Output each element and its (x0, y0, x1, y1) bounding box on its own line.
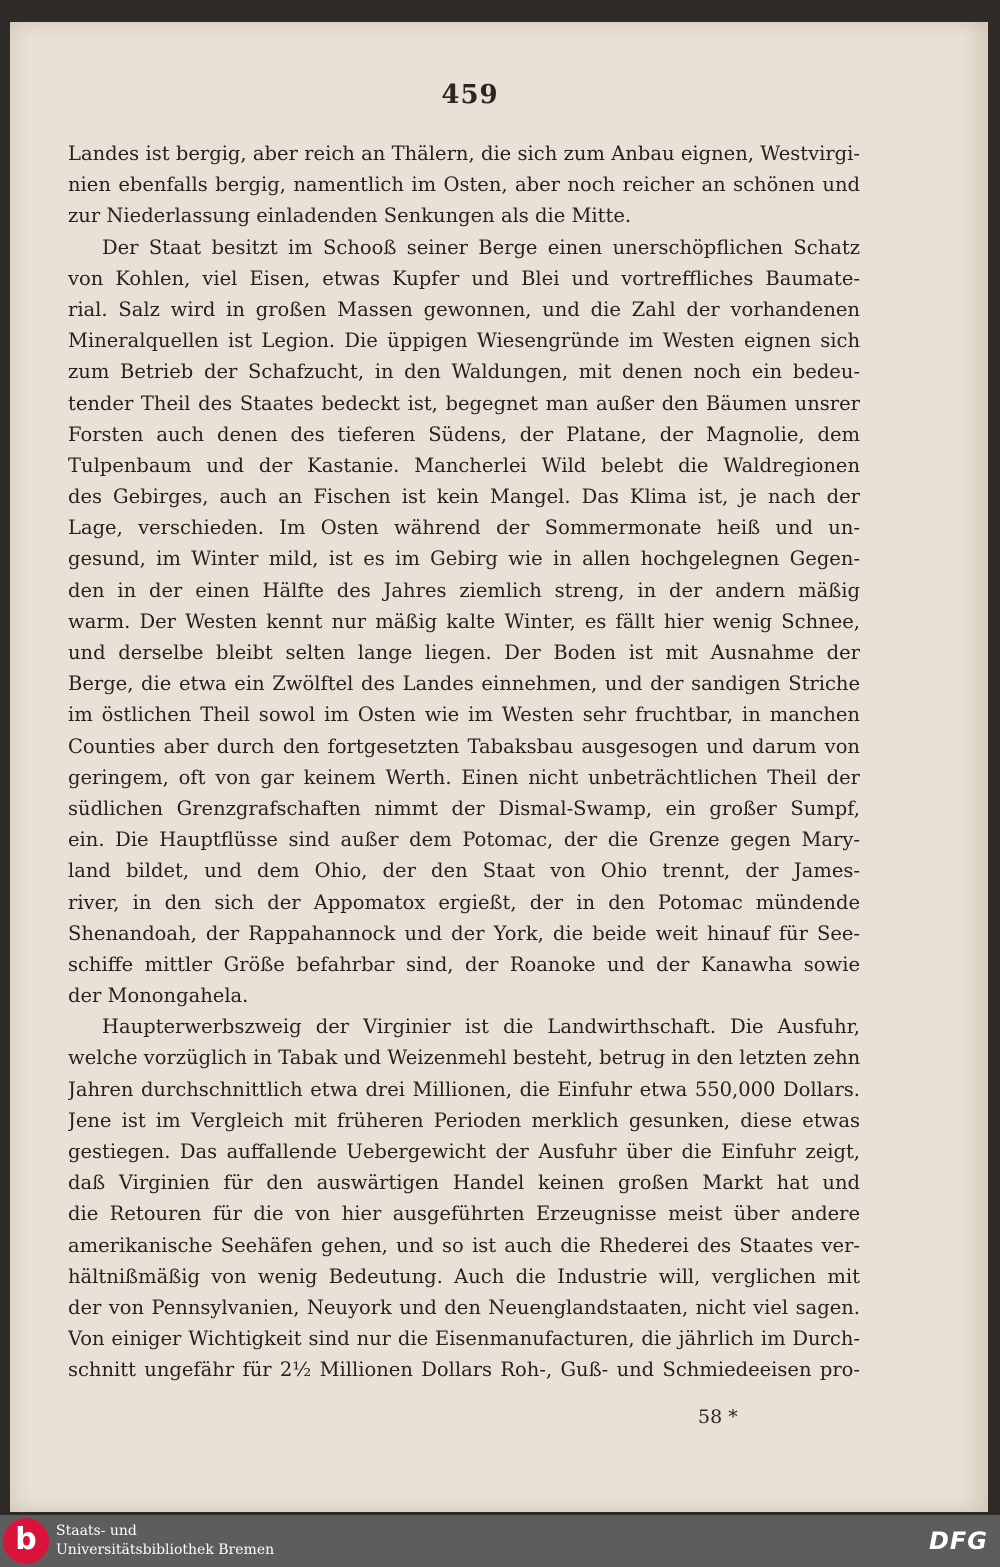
library-logo-icon: b (3, 1518, 49, 1564)
text-line: gesund, im Winter mild, ist es im Gebirg wie in allen hochgelegnen Gegen- (68, 547, 860, 571)
text-line: Jahren durchschnittlich etwa drei Millionen, die Einfuhr etwa 550,000 Dollars. (68, 1077, 860, 1101)
dfg-logo: DFG (928, 1527, 988, 1555)
text-line: tender Theil des Staates bedeckt ist, begegnet man außer den Bäumen unsrer (68, 391, 860, 415)
text-line: zum Betrieb der Schafzucht, in den Waldungen, mit denen noch ein bedeu- (68, 360, 860, 384)
text-line: Counties aber durch den fortgesetzten Tabaksbau ausgesogen und darum von (68, 734, 860, 758)
text-line: der Monongahela. (68, 984, 249, 1008)
text-line: der von Pennsylvanien, Neuyork und den Neuenglandstaaten, nicht viel sagen. (68, 1295, 860, 1319)
text-line: ein. Die Hauptflüsse sind außer dem Potomac, der die Grenze gegen Mary- (68, 828, 860, 852)
text-line: von Kohlen, viel Eisen, etwas Kupfer und Blei und vortreffliches Baumate- (68, 266, 860, 290)
text-line: schnitt ungefähr für 2½ Millionen Dollars Roh-, Guß- und Schmiedeeisen pro- (68, 1358, 860, 1382)
text-line: land bildet, und dem Ohio, der den Staat von Ohio trennt, der James- (68, 859, 860, 883)
text-line: Shenandoah, der Rappahannock und der York, die beide weit hinauf für See- (68, 921, 860, 945)
text-line: den in der einen Hälfte des Jahres ziemlich streng, in der andern mäßig (68, 578, 860, 602)
text-line: warm. Der Westen kennt nur mäßig kalte Winter, es fällt hier wenig Schnee, (68, 609, 860, 633)
text-line: hältnißmäßig von wenig Bedeutung. Auch die Industrie will, verglichen mit (68, 1264, 860, 1288)
text-line: Landes ist bergig, aber reich an Thälern, die sich zum Anbau eignen, Westvirgi- (68, 142, 860, 165)
body-text (68, 138, 860, 1386)
library-footer (0, 1515, 1000, 1567)
page-number: 459 (441, 80, 499, 110)
text-line: zur Niederlassung einladenden Senkungen als die Mitte. (68, 204, 632, 228)
text-line: Lage, verschieden. Im Osten während der Sommermonate heiß und un- (68, 516, 860, 540)
text-line: amerikanische Seehäfen gehen, und so ist auch die Rhederei des Staates ver- (68, 1233, 860, 1257)
text-line: gestiegen. Das auffallende Uebergewicht der Ausfuhr über die Einfuhr zeigt, (68, 1140, 860, 1163)
text-line: Jene ist im Vergleich mit früheren Perioden merklich gesunken, diese etwas (68, 1108, 860, 1132)
institution-name-line1: Staats- und (56, 1523, 137, 1539)
text-line: welche vorzüglich in Tabak und Weizenmehl besteht, betrug in den letzten zehn (68, 1046, 860, 1070)
text-line: im östlichen Theil sowol im Osten wie im Westen sehr fruchtbar, in manchen (68, 703, 860, 727)
text-line: die Retouren für die von hier ausgeführten Erzeugnisse meist über andere (68, 1202, 860, 1226)
text-line: rial. Salz wird in großen Massen gewonnen, und die Zahl der vorhandenen (68, 297, 860, 321)
text-line: geringem, oft von gar keinem Werth. Einen nicht unbeträchtlichen Theil der (68, 765, 860, 789)
text-line: nien ebenfalls bergig, namentlich im Osten, aber noch reicher an schönen und (68, 173, 860, 197)
text-line: Mineralquellen ist Legion. Die üppigen Wiesengründe im Westen eignen sich (68, 329, 860, 353)
text-line: Haupterwerbszweig der Virginier ist die Landwirthschaft. Die Ausfuhr, (102, 1015, 860, 1039)
text-line: und derselbe bleibt selten lange liegen. Der Boden ist mit Ausnahme der (68, 641, 860, 664)
text-line: Forsten auch denen des tieferen Südens, der Platane, der Magnolie, dem (68, 422, 860, 446)
institution-name-line2: Universitätsbibliothek Bremen (56, 1542, 275, 1558)
text-line: Von einiger Wichtigkeit sind nur die Eisenmanufacturen, die jährlich im Durch- (68, 1327, 860, 1351)
text-line: Berge, die etwa ein Zwölftel des Landes einnehmen, und der sandigen Striche (68, 672, 860, 696)
sheet-signature: 58 * (698, 1406, 738, 1428)
text-line: des Gebirges, auch an Fischen ist kein Mangel. Das Klima ist, je nach der (68, 485, 860, 509)
text-line: Tulpenbaum und der Kastanie. Mancherlei Wild belebt die Waldregionen (68, 453, 860, 477)
text-line: schiffe mittler Größe befahrbar sind, der Roanoke und der Kanawha sowie (68, 952, 860, 976)
text-line: daß Virginien für den auswärtigen Handel keinen großen Markt hat und (68, 1171, 860, 1195)
text-line: Der Staat besitzt im Schooß seiner Berge einen unerschöpflichen Schatz (102, 235, 860, 259)
book-page (10, 22, 988, 1512)
text-line: river, in den sich der Appomatox ergießt, der in den Potomac mündende (68, 890, 860, 914)
text-line: südlichen Grenzgrafschaften nimmt der Dismal-Swamp, ein großer Sumpf, (68, 796, 860, 820)
